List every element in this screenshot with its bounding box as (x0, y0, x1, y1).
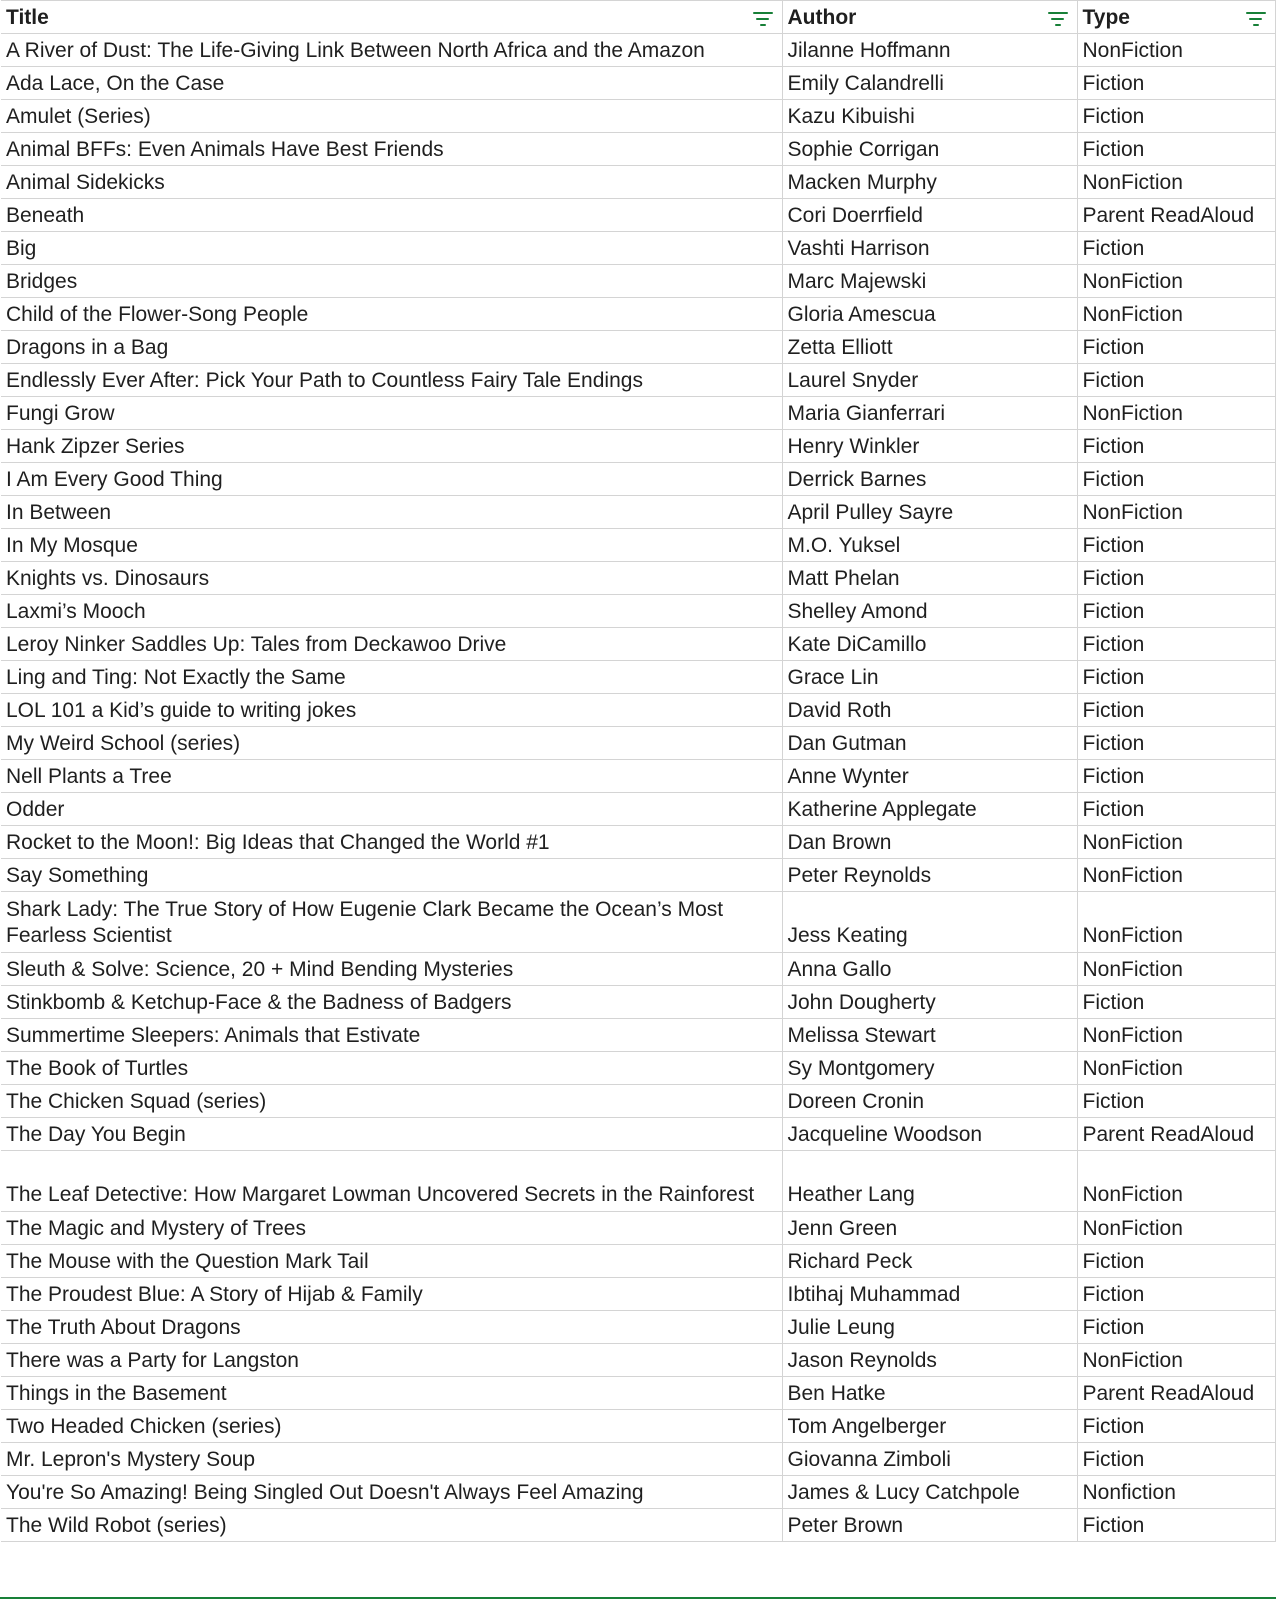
cell-author[interactable]: Vashti Harrison (782, 232, 1077, 265)
cell-type[interactable]: Fiction (1077, 100, 1275, 133)
cell-title[interactable]: You're So Amazing! Being Singled Out Doesn't Always Feel Amazing (1, 1476, 782, 1509)
cell-title[interactable]: In Between (1, 496, 782, 529)
cell-title[interactable]: Hank Zipzer Series (1, 430, 782, 463)
cell-type[interactable]: NonFiction (1077, 166, 1275, 199)
table-row (1, 1212, 1275, 1245)
table-row (1, 1311, 1275, 1344)
cell-type[interactable]: Fiction (1077, 67, 1275, 100)
table-row (1, 1509, 1275, 1542)
cell-author[interactable]: Jacqueline Woodson (782, 1118, 1077, 1151)
table-row (1, 1151, 1275, 1212)
table-row (1, 892, 1275, 953)
cell-author[interactable]: Derrick Barnes (782, 463, 1077, 496)
column-header-label: Type (1082, 6, 1130, 29)
cell-title[interactable]: Animal BFFs: Even Animals Have Best Friends (1, 133, 782, 166)
cell-title[interactable]: Ling and Ting: Not Exactly the Same (1, 661, 782, 694)
cell-type[interactable]: Fiction (1077, 463, 1275, 496)
cell-title[interactable]: Animal Sidekicks (1, 166, 782, 199)
table-row (1, 661, 1275, 694)
cell-author[interactable]: Sophie Corrigan (782, 133, 1077, 166)
cell-title[interactable]: Say Something (1, 859, 782, 892)
table-row (1, 628, 1275, 661)
cell-author[interactable]: Julie Leung (782, 1311, 1077, 1344)
cell-type[interactable]: Fiction (1077, 694, 1275, 727)
book-table (1, 0, 1276, 1542)
header-row (1, 1, 1275, 34)
cell-author[interactable]: Sy Montgomery (782, 1052, 1077, 1085)
cell-type[interactable]: Parent ReadAloud (1077, 199, 1275, 232)
cell-author[interactable]: Tom Angelberger (782, 1410, 1077, 1443)
filter-icon[interactable] (1047, 12, 1069, 26)
cell-author[interactable]: Anne Wynter (782, 760, 1077, 793)
cell-type[interactable]: Fiction (1077, 986, 1275, 1019)
cell-type[interactable]: NonFiction (1077, 1052, 1275, 1085)
cell-title[interactable]: There was a Party for Langston (1, 1344, 782, 1377)
cell-author[interactable]: Peter Brown (782, 1509, 1077, 1542)
cell-title[interactable]: Laxmi’s Mooch (1, 595, 782, 628)
cell-type[interactable]: Fiction (1077, 1278, 1275, 1311)
cell-author[interactable]: Maria Gianferrari (782, 397, 1077, 430)
cell-title[interactable]: My Weird School (series) (1, 727, 782, 760)
cell-author[interactable]: Grace Lin (782, 661, 1077, 694)
cell-author[interactable]: Jenn Green (782, 1212, 1077, 1245)
cell-title[interactable]: Leroy Ninker Saddles Up: Tales from Deckawoo Drive (1, 628, 782, 661)
cell-type[interactable]: Fiction (1077, 1443, 1275, 1476)
cell-type[interactable]: NonFiction (1077, 859, 1275, 892)
cell-author[interactable]: Anna Gallo (782, 953, 1077, 986)
cell-author[interactable]: Jilanne Hoffmann (782, 34, 1077, 67)
cell-title[interactable]: Beneath (1, 199, 782, 232)
cell-title[interactable]: I Am Every Good Thing (1, 463, 782, 496)
cell-type[interactable]: Fiction (1077, 364, 1275, 397)
cell-title[interactable]: Summertime Sleepers: Animals that Estivate (1, 1019, 782, 1052)
cell-author[interactable]: Henry Winkler (782, 430, 1077, 463)
cell-title[interactable]: Sleuth & Solve: Science, 20 + Mind Bending Mysteries (1, 953, 782, 986)
cell-type[interactable]: Nonfiction (1077, 1476, 1275, 1509)
table-row (1, 1443, 1275, 1476)
cell-title[interactable]: Shark Lady: The True Story of How Eugenie Clark Became the Ocean’s Most Fearless Scientist (1, 892, 782, 953)
cell-type[interactable]: Fiction (1077, 1311, 1275, 1344)
cell-type[interactable]: NonFiction (1077, 892, 1275, 953)
cell-title[interactable]: Child of the Flower-Song People (1, 298, 782, 331)
cell-type[interactable]: NonFiction (1077, 1212, 1275, 1245)
filter-icon[interactable] (1245, 12, 1267, 26)
column-header-label: Author (787, 6, 857, 29)
cell-type[interactable]: Fiction (1077, 430, 1275, 463)
table-row (1, 1052, 1275, 1085)
cell-author[interactable]: Laurel Snyder (782, 364, 1077, 397)
table-row (1, 364, 1275, 397)
cell-title[interactable]: Knights vs. Dinosaurs (1, 562, 782, 595)
table-row (1, 430, 1275, 463)
cell-type[interactable]: Fiction (1077, 331, 1275, 364)
cell-type[interactable]: Fiction (1077, 1410, 1275, 1443)
cell-title[interactable]: The Wild Robot (series) (1, 1509, 782, 1542)
cell-type[interactable]: Fiction (1077, 760, 1275, 793)
table-row (1, 496, 1275, 529)
cell-author[interactable]: Jess Keating (782, 892, 1077, 953)
cell-author[interactable]: Marc Majewski (782, 265, 1077, 298)
table-row (1, 595, 1275, 628)
cell-title[interactable]: Mr. Lepron's Mystery Soup (1, 1443, 782, 1476)
cell-title[interactable]: Dragons in a Bag (1, 331, 782, 364)
table-row (1, 760, 1275, 793)
table-row (1, 1377, 1275, 1410)
table-row (1, 463, 1275, 496)
table-row (1, 1410, 1275, 1443)
column-header-label: Title (6, 6, 49, 29)
column-header-type[interactable] (1077, 1, 1275, 34)
table-row (1, 1245, 1275, 1278)
cell-title[interactable]: The Mouse with the Question Mark Tail (1, 1245, 782, 1278)
cell-type[interactable]: NonFiction (1077, 397, 1275, 430)
table-row (1, 1344, 1275, 1377)
cell-title[interactable]: Two Headed Chicken (series) (1, 1410, 782, 1443)
table-row (1, 67, 1275, 100)
cell-title[interactable]: LOL 101 a Kid’s guide to writing jokes (1, 694, 782, 727)
cell-author[interactable]: Shelley Amond (782, 595, 1077, 628)
table-row (1, 562, 1275, 595)
cell-author[interactable]: Macken Murphy (782, 166, 1077, 199)
cell-author[interactable]: Doreen Cronin (782, 1085, 1077, 1118)
cell-title[interactable]: A River of Dust: The Life-Giving Link Between North Africa and the Amazon (1, 34, 782, 67)
column-header-author[interactable] (782, 1, 1077, 34)
cell-type[interactable]: Parent ReadAloud (1077, 1118, 1275, 1151)
cell-title[interactable]: Rocket to the Moon!: Big Ideas that Changed the World #1 (1, 826, 782, 859)
cell-title[interactable]: The Book of Turtles (1, 1052, 782, 1085)
cell-author[interactable]: Ben Hatke (782, 1377, 1077, 1410)
cell-author[interactable]: David Roth (782, 694, 1077, 727)
column-header-title[interactable] (1, 1, 782, 34)
cell-title[interactable]: Amulet (Series) (1, 100, 782, 133)
table-row (1, 529, 1275, 562)
cell-author[interactable]: Kazu Kibuishi (782, 100, 1077, 133)
cell-title[interactable]: Nell Plants a Tree (1, 760, 782, 793)
cell-type[interactable]: Fiction (1077, 232, 1275, 265)
selection-bottom-border (0, 1597, 1276, 1599)
cell-title[interactable]: Ada Lace, On the Case (1, 67, 782, 100)
cell-author[interactable]: Ibtihaj Muhammad (782, 1278, 1077, 1311)
cell-type[interactable]: NonFiction (1077, 265, 1275, 298)
table-row (1, 166, 1275, 199)
cell-title[interactable]: Endlessly Ever After: Pick Your Path to Countless Fairy Tale Endings (1, 364, 782, 397)
cell-type[interactable]: Fiction (1077, 793, 1275, 826)
cell-type[interactable]: NonFiction (1077, 496, 1275, 529)
cell-author[interactable]: Matt Phelan (782, 562, 1077, 595)
cell-author[interactable]: Gloria Amescua (782, 298, 1077, 331)
table-row (1, 986, 1275, 1019)
cell-type[interactable]: NonFiction (1077, 953, 1275, 986)
table-row (1, 1019, 1275, 1052)
table-body (1, 34, 1275, 1542)
cell-author[interactable]: Peter Reynolds (782, 859, 1077, 892)
cell-type[interactable]: NonFiction (1077, 1344, 1275, 1377)
table-row (1, 199, 1275, 232)
cell-type[interactable]: Parent ReadAloud (1077, 1377, 1275, 1410)
table-row (1, 34, 1275, 67)
cell-type[interactable]: Fiction (1077, 661, 1275, 694)
cell-author[interactable]: Jason Reynolds (782, 1344, 1077, 1377)
cell-type[interactable]: Fiction (1077, 133, 1275, 166)
table-row (1, 1118, 1275, 1151)
cell-title[interactable]: Bridges (1, 265, 782, 298)
table-row (1, 232, 1275, 265)
cell-author[interactable]: Emily Calandrelli (782, 67, 1077, 100)
cell-type[interactable]: Fiction (1077, 1245, 1275, 1278)
cell-title[interactable]: Odder (1, 793, 782, 826)
table-row (1, 298, 1275, 331)
cell-author[interactable]: Cori Doerrfield (782, 199, 1077, 232)
cell-title[interactable]: Big (1, 232, 782, 265)
cell-title[interactable]: Stinkbomb & Ketchup-Face & the Badness of Badgers (1, 986, 782, 1019)
cell-author[interactable]: James & Lucy Catchpole (782, 1476, 1077, 1509)
table-row (1, 397, 1275, 430)
table-row (1, 1085, 1275, 1118)
cell-type[interactable]: Fiction (1077, 595, 1275, 628)
table-row (1, 133, 1275, 166)
cell-title[interactable]: The Truth About Dragons (1, 1311, 782, 1344)
cell-author[interactable]: Dan Brown (782, 826, 1077, 859)
cell-title[interactable]: The Leaf Detective: How Margaret Lowman Uncovered Secrets in the Rainforest (1, 1151, 782, 1212)
cell-type[interactable]: Fiction (1077, 727, 1275, 760)
cell-author[interactable]: Dan Gutman (782, 727, 1077, 760)
table-row (1, 826, 1275, 859)
cell-author[interactable]: Giovanna Zimboli (782, 1443, 1077, 1476)
cell-author[interactable]: April Pulley Sayre (782, 496, 1077, 529)
cell-author[interactable]: Heather Lang (782, 1151, 1077, 1212)
cell-title[interactable]: Things in the Basement (1, 1377, 782, 1410)
cell-type[interactable]: NonFiction (1077, 1151, 1275, 1212)
cell-type[interactable]: Fiction (1077, 529, 1275, 562)
filter-icon[interactable] (752, 12, 774, 26)
cell-title[interactable]: In My Mosque (1, 529, 782, 562)
cell-author[interactable]: Kate DiCamillo (782, 628, 1077, 661)
table-row (1, 1278, 1275, 1311)
cell-title[interactable]: The Proudest Blue: A Story of Hijab & Family (1, 1278, 782, 1311)
cell-title[interactable]: The Day You Begin (1, 1118, 782, 1151)
table-row (1, 694, 1275, 727)
table-row (1, 265, 1275, 298)
cell-type[interactable]: Fiction (1077, 562, 1275, 595)
cell-title[interactable]: The Chicken Squad (series) (1, 1085, 782, 1118)
cell-author[interactable]: Richard Peck (782, 1245, 1077, 1278)
cell-title[interactable]: The Magic and Mystery of Trees (1, 1212, 782, 1245)
table-row (1, 331, 1275, 364)
cell-author[interactable]: Katherine Applegate (782, 793, 1077, 826)
table-row (1, 859, 1275, 892)
table-row (1, 100, 1275, 133)
cell-type[interactable]: Fiction (1077, 1085, 1275, 1118)
cell-author[interactable]: Zetta Elliott (782, 331, 1077, 364)
cell-type[interactable]: NonFiction (1077, 34, 1275, 67)
cell-type[interactable]: NonFiction (1077, 826, 1275, 859)
cell-title[interactable]: Fungi Grow (1, 397, 782, 430)
cell-type[interactable]: Fiction (1077, 628, 1275, 661)
cell-type[interactable]: NonFiction (1077, 298, 1275, 331)
table-row (1, 1476, 1275, 1509)
cell-author[interactable]: M.O. Yuksel (782, 529, 1077, 562)
cell-type[interactable]: NonFiction (1077, 1019, 1275, 1052)
table-row (1, 953, 1275, 986)
cell-author[interactable]: John Dougherty (782, 986, 1077, 1019)
table-row (1, 793, 1275, 826)
cell-author[interactable]: Melissa Stewart (782, 1019, 1077, 1052)
cell-type[interactable]: Fiction (1077, 1509, 1275, 1542)
table-row (1, 727, 1275, 760)
